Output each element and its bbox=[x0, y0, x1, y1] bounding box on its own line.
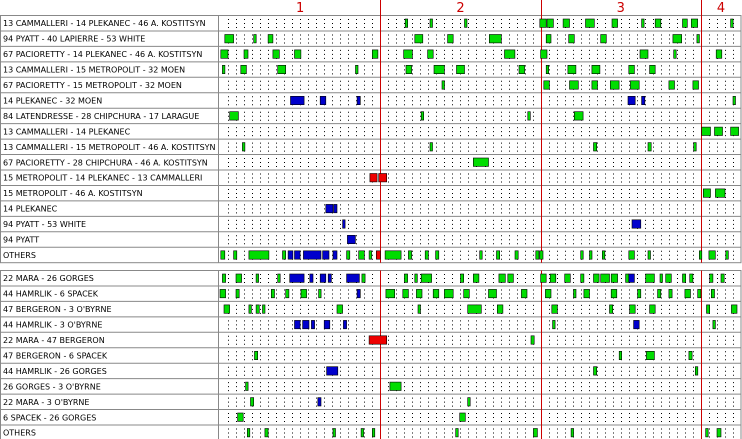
grid-dot-row bbox=[229, 81, 734, 90]
shift-bar bbox=[286, 289, 289, 297]
shift-bar bbox=[320, 96, 326, 104]
shift-bar bbox=[544, 81, 550, 89]
shift-bar bbox=[242, 143, 245, 151]
shift-bar bbox=[403, 289, 409, 297]
shift-bar bbox=[574, 112, 583, 120]
shift-bar bbox=[357, 96, 360, 104]
row-label: 67 PACIORETTY - 28 CHIPCHURA - 46 A. KOSTITSYN bbox=[3, 158, 208, 168]
shift-bar bbox=[528, 112, 531, 120]
shift-bar bbox=[220, 289, 226, 297]
row-label: 26 GORGES - 3 O'BYRNE bbox=[3, 382, 101, 392]
row-label: 84 LATENDRESSE - 28 CHIPCHURA - 17 LARAGUE bbox=[3, 111, 200, 121]
shift-bar bbox=[699, 251, 702, 259]
shift-bar bbox=[390, 382, 401, 390]
row-label: 94 PYATT bbox=[3, 235, 40, 245]
shift-bar bbox=[428, 50, 434, 58]
shift-bar bbox=[533, 429, 537, 437]
grid-dot-row bbox=[229, 398, 734, 407]
shift-bar bbox=[328, 274, 331, 282]
shift-bar bbox=[706, 429, 709, 437]
grid-dot-row bbox=[229, 143, 734, 152]
shift-bar bbox=[586, 19, 595, 27]
shift-bar bbox=[430, 19, 433, 27]
shift-bar bbox=[448, 35, 454, 43]
shift-bar bbox=[256, 305, 259, 313]
grid-dot-row bbox=[229, 204, 734, 213]
grid-dot-row bbox=[229, 189, 734, 198]
shift-bar bbox=[693, 81, 699, 89]
row-label: 13 CAMMALLERI - 14 PLEKANEC bbox=[3, 127, 131, 137]
shift-bar bbox=[546, 35, 551, 43]
shift-bar bbox=[715, 189, 725, 197]
shift-bar bbox=[268, 35, 273, 43]
shift-bar bbox=[347, 235, 355, 243]
shift-bar bbox=[626, 274, 629, 282]
shift-bar bbox=[421, 274, 431, 282]
shift-bar bbox=[225, 35, 234, 43]
shift-bar bbox=[711, 289, 714, 297]
shift-bar bbox=[707, 305, 710, 313]
shift-bar bbox=[629, 274, 635, 282]
shift-bar bbox=[295, 251, 301, 259]
shift-bar bbox=[541, 50, 547, 58]
shift-bar bbox=[499, 274, 505, 282]
shift-bar bbox=[255, 351, 258, 359]
shift-bar bbox=[630, 81, 639, 89]
shift-bar bbox=[646, 274, 655, 282]
shift-bar bbox=[320, 274, 326, 282]
shift-bar bbox=[690, 274, 693, 282]
shift-bar bbox=[655, 19, 661, 27]
shift-bar bbox=[710, 274, 713, 282]
period-label: 3 bbox=[616, 1, 625, 16]
shift-bar bbox=[421, 112, 424, 120]
shift-bar bbox=[638, 289, 641, 297]
shift-bar bbox=[497, 251, 500, 259]
row-label: 94 PYATT - 40 LAPIERRE - 53 WHITE bbox=[3, 34, 146, 44]
row-label: 67 PACIORETTY - 15 METROPOLIT - 32 MOEN bbox=[3, 81, 182, 91]
shift-bar bbox=[592, 81, 598, 89]
shift-bar bbox=[594, 367, 597, 375]
row-label: 94 PYATT - 53 WHITE bbox=[3, 220, 87, 230]
shift-bar bbox=[460, 413, 466, 421]
shift-bar bbox=[303, 320, 309, 328]
shift-bar bbox=[550, 274, 556, 282]
period-label: 2 bbox=[456, 1, 465, 16]
shift-bar bbox=[683, 274, 686, 282]
row-label: 44 HAMRLIK - 26 GORGES bbox=[3, 366, 107, 376]
shift-bar bbox=[405, 19, 408, 27]
row-label: 6 SPACEK - 26 GORGES bbox=[3, 413, 97, 423]
shift-bar bbox=[689, 351, 692, 359]
shift-bar bbox=[642, 96, 645, 104]
shift-bar bbox=[418, 305, 421, 313]
shift-bar bbox=[568, 65, 576, 73]
grid-dot-row bbox=[229, 174, 734, 183]
shift-bar bbox=[408, 251, 411, 259]
shift-bar bbox=[457, 65, 465, 73]
shift-bar bbox=[581, 251, 584, 259]
shift-bars bbox=[220, 19, 739, 437]
shift-bar bbox=[594, 274, 600, 282]
shift-bar bbox=[327, 367, 338, 375]
shift-bar bbox=[234, 251, 237, 259]
shift-bar bbox=[660, 274, 663, 282]
shift-bar bbox=[545, 289, 551, 297]
shift-bar bbox=[731, 19, 734, 27]
shift-bar bbox=[303, 251, 321, 259]
shift-bar bbox=[669, 81, 675, 89]
shift-bar bbox=[569, 35, 575, 43]
shift-bar bbox=[236, 289, 239, 297]
shift-bar bbox=[546, 65, 549, 73]
grid-dot-row bbox=[229, 50, 734, 59]
shift-bar bbox=[369, 251, 372, 259]
shift-bar bbox=[343, 220, 346, 228]
shift-bar bbox=[497, 305, 503, 313]
shift-bar bbox=[249, 251, 269, 259]
shift-bar bbox=[406, 65, 412, 73]
shift-bar bbox=[685, 289, 691, 297]
shift-bar bbox=[326, 204, 333, 212]
shift-bar bbox=[221, 50, 228, 58]
shift-bar bbox=[415, 35, 423, 43]
shift-bar bbox=[648, 251, 651, 259]
shift-bar bbox=[611, 274, 617, 282]
shift-bar bbox=[691, 19, 697, 27]
shift-bar bbox=[256, 274, 259, 282]
shift-bar bbox=[295, 50, 301, 58]
row-label: 22 MARA - 26 GORGES bbox=[3, 274, 94, 284]
row-label: 67 PACIORETTY - 14 PLEKANEC - 46 A. KOSTITSYN bbox=[3, 50, 203, 60]
shift-bar bbox=[694, 143, 697, 151]
shift-bar bbox=[540, 19, 546, 27]
period-markers bbox=[296, 0, 725, 439]
row-label: 13 CAMMALLERI - 15 METROPOLIT - 32 MOEN bbox=[3, 65, 186, 75]
shift-bar bbox=[515, 251, 518, 259]
shift-bar bbox=[713, 320, 716, 328]
shift-bar bbox=[444, 289, 453, 297]
shift-bar bbox=[602, 251, 605, 259]
shift-bar bbox=[372, 429, 375, 437]
shift-bar bbox=[540, 251, 543, 259]
shift-bar bbox=[590, 251, 593, 259]
shift-bar bbox=[379, 174, 387, 182]
shift-bar bbox=[361, 429, 364, 437]
shift-bar bbox=[581, 274, 584, 282]
shift-bar bbox=[416, 289, 422, 297]
shift-bar bbox=[702, 127, 711, 135]
shift-bar bbox=[273, 50, 279, 58]
shift-bar bbox=[318, 398, 321, 406]
shift-bar bbox=[283, 251, 286, 259]
shift-bar bbox=[442, 81, 445, 89]
shift-bar bbox=[565, 274, 571, 282]
shift-bar bbox=[594, 143, 597, 151]
row-label: 47 BERGERON - 6 SPACEK bbox=[3, 351, 108, 361]
shift-bar bbox=[731, 127, 739, 135]
shift-bar bbox=[630, 305, 636, 313]
row-label: 15 METROPOLIT - 46 A. KOSTITSYN bbox=[3, 189, 143, 199]
shift-bar bbox=[519, 65, 525, 73]
shift-bar bbox=[385, 251, 401, 259]
shift-bar bbox=[278, 65, 286, 73]
shift-bar bbox=[726, 251, 729, 259]
row-label: 13 CAMMALLERI - 14 PLEKANEC - 46 A. KOSTITSYN bbox=[3, 19, 206, 29]
shift-bar bbox=[434, 65, 444, 73]
shift-bar bbox=[683, 19, 688, 27]
shift-bar bbox=[612, 19, 618, 27]
shift-bar bbox=[632, 220, 641, 228]
shift-bar bbox=[465, 19, 468, 27]
shift-bar bbox=[222, 65, 225, 73]
shift-bar bbox=[547, 19, 553, 27]
shift-bar bbox=[356, 65, 359, 73]
shift-bar bbox=[456, 429, 459, 437]
shift-bar bbox=[619, 351, 622, 359]
grid-dot-row bbox=[229, 413, 734, 422]
shift-bar bbox=[716, 50, 722, 58]
shift-bar bbox=[271, 289, 274, 297]
shift-bar bbox=[362, 274, 365, 282]
shift-bar bbox=[610, 305, 613, 313]
grid-dot-row bbox=[229, 351, 734, 360]
shift-bar bbox=[357, 289, 360, 297]
shift-bar bbox=[553, 320, 556, 328]
shift-bar bbox=[291, 96, 305, 104]
period-label: 1 bbox=[296, 1, 305, 16]
shift-bar bbox=[324, 320, 330, 328]
row-labels bbox=[3, 19, 216, 438]
shift-bar bbox=[674, 50, 677, 58]
shift-bar bbox=[673, 35, 682, 43]
row-label: 44 HAMRLIK - 6 SPACEK bbox=[3, 289, 98, 299]
shift-bar bbox=[480, 251, 483, 259]
shift-bar bbox=[301, 289, 307, 297]
grid-dot-row bbox=[229, 220, 734, 229]
grid-dot-row bbox=[229, 235, 734, 244]
shift-bar bbox=[290, 274, 304, 282]
shift-bar bbox=[323, 251, 329, 259]
shift-bar bbox=[386, 289, 395, 297]
row-label: 15 METROPOLIT - 14 PLEKANEC - 13 CAMMALLERI bbox=[3, 173, 203, 183]
shift-bar bbox=[376, 251, 380, 259]
shift-bar bbox=[717, 429, 721, 437]
shift-bar bbox=[473, 158, 488, 166]
shift-bar bbox=[571, 429, 574, 437]
shift-bar bbox=[629, 251, 635, 259]
period-label: 4 bbox=[716, 1, 726, 16]
shift-bar bbox=[640, 50, 648, 58]
shift-bar bbox=[415, 274, 418, 282]
grid-dot-row bbox=[229, 112, 734, 121]
shift-bar bbox=[648, 143, 651, 151]
shift-bar bbox=[319, 289, 322, 297]
shift-bar bbox=[697, 35, 700, 43]
shift-bar bbox=[601, 35, 607, 43]
shift-bar bbox=[715, 127, 723, 135]
shift-bar bbox=[249, 305, 252, 313]
shift-bar bbox=[721, 274, 724, 282]
shift-bar bbox=[221, 251, 225, 259]
shift-bar bbox=[461, 274, 464, 282]
shift-bar bbox=[404, 50, 413, 58]
shift-bar bbox=[695, 367, 698, 375]
shift-bar bbox=[646, 351, 654, 359]
shift-bar bbox=[311, 320, 314, 328]
shift-bar bbox=[610, 81, 619, 89]
shift-bar bbox=[244, 50, 248, 58]
shift-bar bbox=[359, 251, 365, 259]
grid-dots bbox=[229, 19, 734, 438]
shift-bar bbox=[669, 289, 672, 297]
shift-bar bbox=[552, 305, 558, 313]
row-label: 44 HAMRLIK - 3 O'BYRNE bbox=[3, 320, 103, 330]
shift-bar bbox=[468, 398, 471, 406]
shift-bar bbox=[278, 274, 281, 282]
shift-bar bbox=[629, 65, 635, 73]
shift-bar bbox=[436, 251, 439, 259]
shift-bar bbox=[650, 305, 656, 313]
row-label: OTHERS bbox=[3, 428, 36, 438]
shift-bar bbox=[310, 274, 313, 282]
shift-bar bbox=[265, 429, 268, 437]
shift-bar bbox=[601, 274, 610, 282]
shift-bar bbox=[489, 35, 501, 43]
shift-bar bbox=[563, 19, 569, 27]
grid-dot-row bbox=[229, 34, 734, 43]
shift-bar bbox=[703, 189, 710, 197]
shift-bar bbox=[570, 81, 579, 89]
shift-bar bbox=[536, 251, 539, 259]
shift-bar bbox=[433, 289, 439, 297]
grid-dot-row bbox=[229, 127, 734, 136]
row-label: 22 MARA - 3 O'BYRNE bbox=[3, 397, 90, 407]
grid-dot-row bbox=[229, 367, 734, 376]
grid-dot-row bbox=[229, 65, 734, 74]
shift-bar bbox=[263, 305, 266, 313]
shift-bar bbox=[222, 274, 225, 282]
shift-bar bbox=[347, 274, 360, 282]
shift-bar bbox=[709, 251, 715, 259]
grid-dot-row bbox=[229, 382, 734, 391]
shift-bar bbox=[236, 274, 242, 282]
shift-bar bbox=[295, 320, 301, 328]
shift-bar bbox=[508, 274, 514, 282]
shift-bar bbox=[247, 429, 250, 437]
shift-bar bbox=[230, 112, 239, 120]
shift-bar bbox=[473, 274, 479, 282]
shift-bar bbox=[464, 289, 470, 297]
shift-bar bbox=[251, 398, 254, 406]
shift-bar bbox=[650, 65, 656, 73]
shift-bar bbox=[404, 274, 407, 282]
shift-bar bbox=[347, 251, 350, 259]
shift-bar bbox=[634, 320, 640, 328]
row-label: 22 MARA - 47 BERGERON bbox=[3, 336, 105, 346]
shift-bar bbox=[658, 289, 661, 297]
row-label: 13 CAMMALLERI - 15 METROPOLIT - 46 A. KOSTITSYN bbox=[3, 142, 216, 152]
shift-bar bbox=[334, 204, 337, 212]
shift-bar bbox=[333, 429, 336, 437]
row-label: 14 PLEKANEC bbox=[3, 204, 58, 214]
shift-bar bbox=[628, 96, 635, 104]
shift-bar bbox=[698, 289, 701, 297]
shift-bar bbox=[611, 289, 617, 297]
shift-bar bbox=[224, 305, 230, 313]
shift-bar bbox=[505, 50, 515, 58]
shift-bar bbox=[666, 274, 672, 282]
shift-bar bbox=[592, 65, 600, 73]
grid-dot-row bbox=[229, 336, 734, 345]
shift-bar bbox=[731, 305, 737, 313]
row-label: 47 BERGERON - 3 O'BYRNE bbox=[3, 305, 112, 315]
shift-bar bbox=[238, 413, 244, 421]
shift-bar bbox=[584, 289, 590, 297]
shift-bar bbox=[333, 251, 337, 259]
row-label: OTHERS bbox=[3, 250, 36, 260]
shift-bar bbox=[370, 174, 377, 182]
row-label: 14 PLEKANEC - 32 MOEN bbox=[3, 96, 103, 106]
shift-bar bbox=[733, 96, 736, 104]
shift-bar bbox=[254, 35, 257, 43]
shift-bar bbox=[241, 65, 247, 73]
shift-bar bbox=[574, 289, 577, 297]
shift-bar bbox=[246, 382, 249, 390]
shift-bar bbox=[372, 50, 378, 58]
shift-bar bbox=[430, 143, 433, 151]
shift-bar bbox=[521, 289, 527, 297]
shift-bar bbox=[642, 19, 645, 27]
grid-dot-row bbox=[229, 429, 734, 438]
shift-bar bbox=[343, 320, 346, 328]
shift-bar bbox=[468, 305, 482, 313]
shift-bar bbox=[369, 336, 387, 344]
shift-bar bbox=[489, 289, 497, 297]
shift-bar bbox=[288, 251, 293, 259]
shift-bar bbox=[541, 274, 547, 282]
shift-bar bbox=[337, 305, 343, 313]
shift-bar bbox=[531, 336, 534, 344]
shift-bar bbox=[425, 251, 428, 259]
